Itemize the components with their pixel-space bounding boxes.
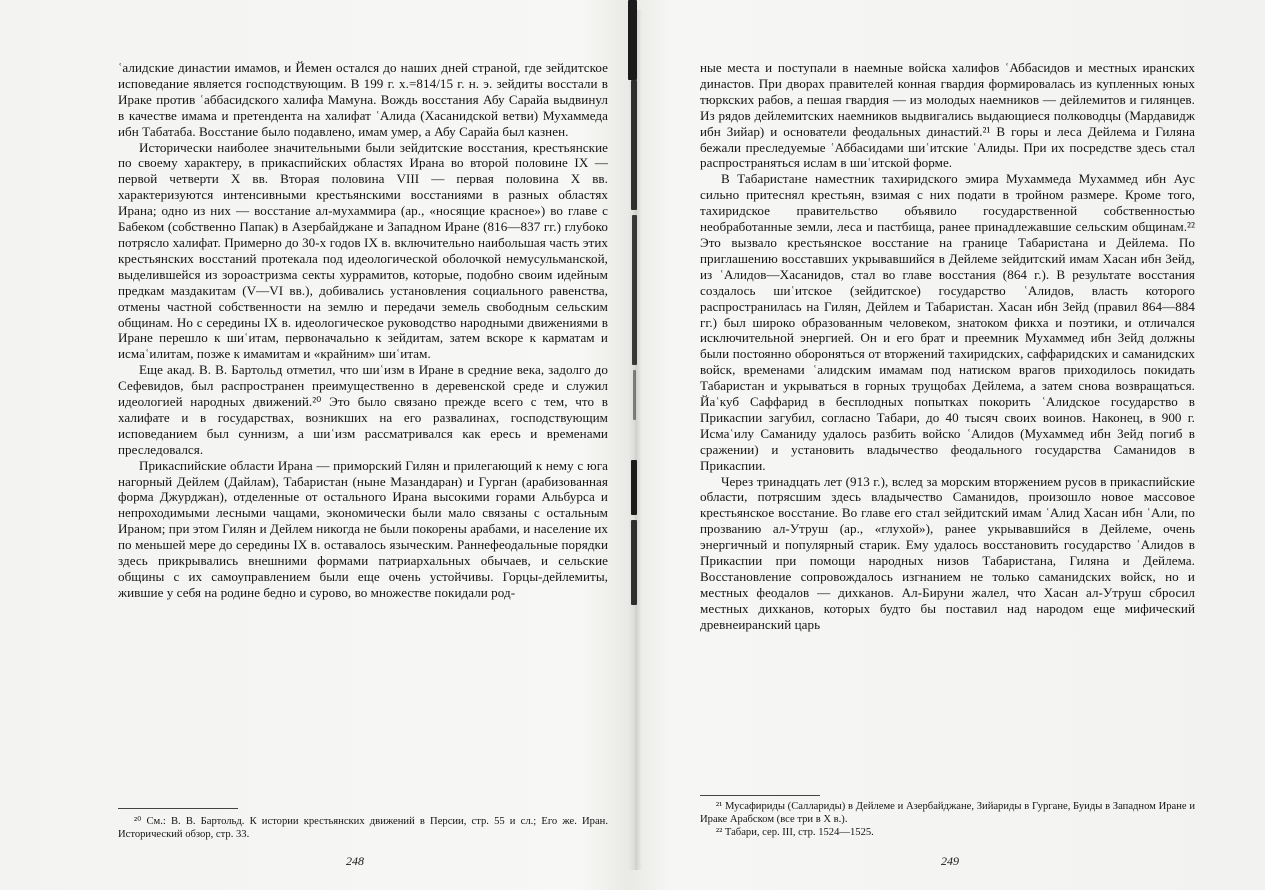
footnote: ²⁰ См.: В. В. Бартольд. К истории крестьянских движений в Персии, стр. 55 и сл.; Его же. Иран. Исторический обзор, стр. 33. bbox=[118, 816, 608, 840]
left-page-number: 248 bbox=[346, 854, 364, 868]
left-page-body bbox=[118, 60, 608, 601]
right-page-number: 249 bbox=[941, 854, 959, 868]
gutter-scan-artifact bbox=[631, 520, 637, 605]
gutter-scan-artifact bbox=[633, 370, 636, 420]
gutter-scan-artifact bbox=[631, 460, 637, 515]
left-page bbox=[118, 60, 608, 601]
paragraph: ʿалидские династии имамов, и Йемен остался до наших дней страной, где зейдитское исповедание является господствующим. В 199 г. х.=814/15 г. н. э. зейдиты восстали в Ираке против ʿаббасидского халифа Мамуна. Вождь восстания Абу Сарайа выдвинул в качестве имама и претендента на халифат ʿАлида (Хасанидской ветви) Мухаммеда ибн Табатаба. Восстание было подавлено, имам умер, а Абу Сарайа был казнен. bbox=[118, 60, 608, 139]
paragraph: ные места и поступали в наемные войска халифов ʿАббасидов и местных иранских династов. При дворах правителей конная гвардия формировалась из купленных юных тюркских рабов, а пешая гвардия — из молодых наемников — дейлемитов и гилянцев. Из рядов дейлемитских наемников выдвигались выдающиеся полководцы (Мардавидж ибн Зийар) и основатели феодальных династий.²¹ В горы и леса Дейлема и Гиляна бежали преследуемые ʿАббасидами шиʿитские ʿАлиды. При их посредстве здесь стал распространяться ислам в шиʿитской форме. bbox=[700, 60, 1195, 171]
gutter-scan-artifact bbox=[628, 0, 637, 80]
footnote: ²² Табари, сер. III, стр. 1524—1525. bbox=[715, 827, 874, 838]
book-gutter bbox=[610, 0, 660, 890]
left-page-footnotes bbox=[118, 815, 608, 841]
right-page-footnotes bbox=[700, 800, 1195, 839]
paragraph: Через тринадцать лет (913 г.), вслед за морским вторжением русов в прикаспийские области, потрясшим здесь владычество Саманидов, произошло новое массовое крестьянское восстание. Во главе его стал зейдитский имам ʿАлид Хасан ибн ʿАли, по прозванию ал-Утруш (ар., «глухой»), ранее укрывавшийся в Дейлеме, очень энергичный и популярный старик. Ему удалось восстановить государство ʿАлидов в Прикаспии при помощи народных низов Табаристана, Гиляна и Дейлема. Восстановление сопровождалось изгнанием не только саманидских войск, но и местных феодалов — дихканов. Ал-Бируни жалел, что Хасан ал-Утруш сбросил местных дихканов, которых будто бы поставил над народом еще мифический древнеиранский царь bbox=[700, 473, 1195, 632]
footnote: ²¹ Мусафириды (Саллариды) в Дейлеме и Азербайджане, Зийариды в Гургане, Буиды в Западном Иране и Ираке Арабском (все три в X в.). bbox=[700, 801, 1195, 825]
right-page-body bbox=[700, 60, 1195, 633]
paragraph: Исторически наиболее значительными были зейдитские восстания, крестьянские по своему характеру, в прикаспийских областях Ирана во второй половине IX — первой четверти X вв. Вторая половина VIII — первая половина X вв. характеризуются интенсивными крестьянскими восстаниями в разных областях Ирана; одно из них — восстание ал-мухаммира (ар., «носящие красное») во главе с Бабеком (собственно Папак) в Азербайджане и Западном Иране (816—837 гг.) глубоко потрясло халифат. Примерно до 30-х годов IX в. включительно наибольшая часть этих крестьянских восстаний протекала под идеологической оболочкой немусульманской, выделившейся из зороастризма секты хуррамитов, которые, подобно своим идейным предкам маздакитам (V—VI вв.), добивались установления социального равенства, отмены частной собственности на землю и передачи земель свободным сельским общинам. Но с середины IX в. идеологическое руководство народными движениями в Иране перешло к шиʿитам, первоначально к зейдитам, затем вскоре к карматам и исмаʿилитам, позже к имамитам и «крайним» шиʿитам. bbox=[118, 139, 608, 362]
footnote-rule bbox=[118, 808, 238, 809]
paragraph: В Табаристане наместник тахиридского эмира Мухаммеда Мухаммед ибн Аус сильно притеснял крестьян, взимая с них подати в тройном размере. Кроме того, тахиридское правительство объявило государственной собственностью необработанные земли, леса и пастбища, ранее принадлежавшие сельским общинам.²² Это вызвало крестьянское восстание на границе Табаристана и Дейлема. По приглашению восставших укрывавшийся в Дейлеме зейдитский имам Хасан ибн Зейд, из ʿАлидов—Хасанидов, стал во главе восстания (864 г.). В результате восстания создалось шиʿитское (зейдитское) государство ʿАлидов, власть которого распространилась на Гилян, Дейлем и Табаристан. Хасан ибн Зейд (правил 864—884 гг.) был широко образованным человеком, знатоком фикха и поэтики, и отличался исключительной энергией. Он и его брат и преемник Мухаммед ибн Зейд должны были постоянно обороняться от вторжений тахиридских, саффаридских и саманидских войск, временами ʿалидским имамам под натиском врагов приходилось покидать Табаристан и укрываться в горных трущобах Дейлема, а затем снова возвращаться. Йаʿкуб Саффарид в бесплодных попытках покорить ʿАлидское государство в Прикаспии загубил, согласно Табари, до 40 тысяч своих воинов. Наконец, в 900 г. Исмаʿилу Саманиду удалось разбить войско ʿАлидов (Мухаммед ибн Зейд погиб в сражении) и установить владычество феодального государства Саманидов в Прикаспии. bbox=[700, 171, 1195, 473]
gutter-scan-artifact bbox=[631, 80, 637, 210]
footnote-rule bbox=[700, 795, 820, 796]
paragraph: Прикаспийские области Ирана — приморский Гилян и прилегающий к нему с юга нагорный Дейлем (Дайлам), Табаристан (ныне Мазандаран) и Гурган (арабизованная форма Джурджан), отделенные от остального Ирана высокими горами Альбурса и непроходимыми лесными чащами, экономически были мало связаны с остальным Ираном; при этом Гилян и Дейлем никогда не были покорены арабами, и население их по меньшей мере до середины IX в. оставалось языческим. Раннефеодальные порядки здесь прикрывались внешними формами патриархальных обычаев, и сельские общины с их самоуправлением были еще очень устойчивы. Горцы-дейлемиты, жившие у себя на родине бедно и сурово, во множестве покидали род- bbox=[118, 457, 608, 600]
paragraph: Еще акад. В. В. Бартольд отметил, что шиʿизм в Иране в средние века, задолго до Сефевидов, был распространен преимущественно в деревенской среде и служил идеологией народных движений.²⁰ Это было связано прежде всего с тем, что в халифате и в государствах, возникших на его развалинах, господствующим исповеданием был суннизм, а шиʿизм рассматривался как ересь и временами преследовался. bbox=[118, 362, 608, 457]
right-page bbox=[700, 60, 1195, 633]
gutter-scan-artifact bbox=[632, 215, 637, 365]
